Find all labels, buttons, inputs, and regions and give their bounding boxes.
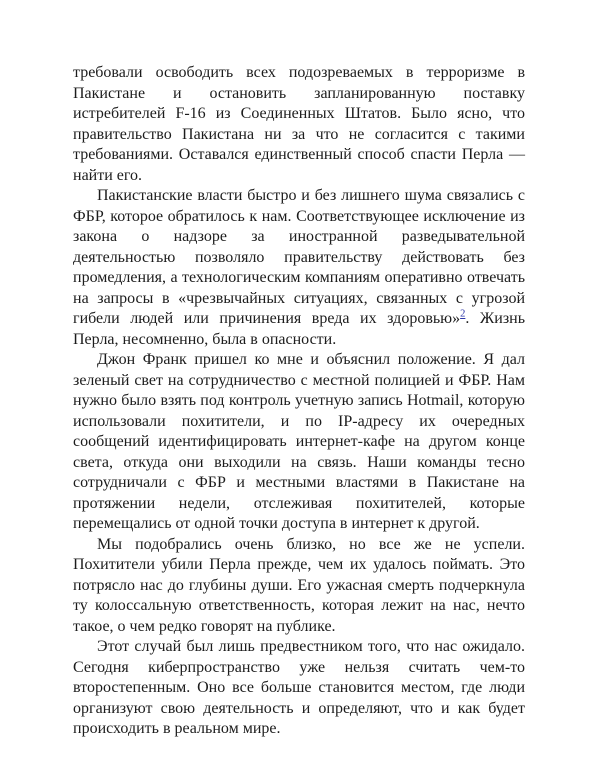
footnote-link-2[interactable]: 2 (460, 308, 466, 320)
paragraph-john-frank (73, 350, 525, 535)
paragraph-text-before-footnote: Пакистанские власти быстро и без лишнего шума связались с ФБР, которое обратилось к нам. Соответствующее исключение из закона о надзоре за иностранной разведывательной деятельностью позволяло правительству действовать без промедления, а технологическим компаниям оперативно отвечать на запросы в «чрезвычайных ситуациях, связанных с угрозой гибели людей или причинения вреда их здоровью» (73, 187, 525, 327)
paragraph-fbi-cooperation (73, 186, 525, 350)
paragraph-pearl-death (73, 535, 525, 638)
paragraph-text: требовали освободить всех подозреваемых в терроризме в Пакистане и остановить запланированную поставку истребителей F-16 из Соединенных Штатов. Было ясно, что правительство Пакистана ни за что не согласится с такими требованиями. Оставался единственный способ спасти Перла — найти его. (73, 64, 525, 184)
paragraph-text: Мы подобрались очень близко, но все же не успели. Похитители убили Перла прежде, чем их удалось поймать. Это потрясло нас до глубины души. Его ужасная смерть подчеркнула ту колоссальную ответственность, которая лежит на нас, нечто такое, о чем редко говорят на публике. (73, 535, 525, 635)
paragraph-text-after-footnote: . Жизнь Перла, несомненно, была в опасности. (73, 310, 525, 348)
paragraph-text: Джон Франк пришел ко мне и объяснил положение. Я дал зеленый свет на сотрудничество с местной полицией и ФБР. Нам нужно было взять под контроль учетную запись Hotmail, которую использовали похитители, и по IP-адресу их очередных сообщений идентифицировать интернет-кафе на другом конце света, откуда они выходили на связь. Наши команды тесно сотрудничали с ФБР и местными властями в Пакистане на протяжении недели, отслеживая похитителей, которые перемещались от одной точки доступа в интернет к другой. (73, 351, 525, 532)
paragraph-cyberspace (73, 637, 525, 740)
paragraph-text: Этот случай был лишь предвестником того, что нас ожидало. Сегодня киберпространство уже нельзя считать чем-то второстепенным. Оно все больше становится местом, где люди организуют свою деятельность и определяют, что и как будет происходить в реальном мире. (73, 638, 525, 737)
paragraph-continuation (73, 63, 525, 186)
